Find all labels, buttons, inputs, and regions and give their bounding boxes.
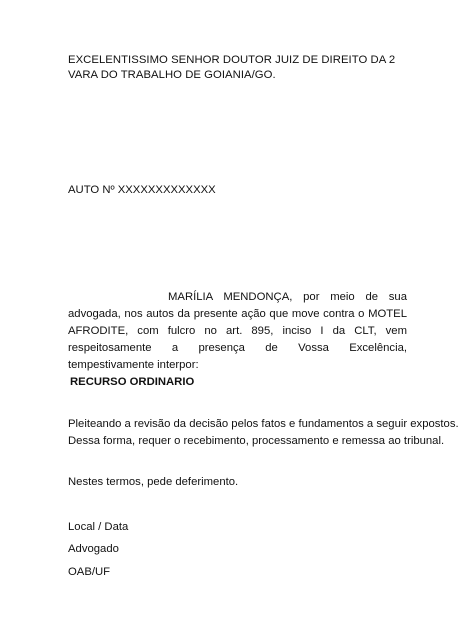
request-line-1: Pleiteando a revisão da decisão pelos fatos e fundamentos a seguir expostos. bbox=[68, 418, 459, 430]
closing-statement: Nestes termos, pede deferimento. bbox=[68, 476, 239, 488]
request-paragraph bbox=[68, 416, 459, 450]
place-date: Local / Data bbox=[68, 521, 129, 533]
case-number: AUTO Nº XXXXXXXXXXXXX bbox=[68, 184, 216, 196]
appeal-title: RECURSO ORDINARIO bbox=[70, 376, 195, 388]
lawyer-signature: Advogado bbox=[68, 543, 119, 555]
intro-paragraph bbox=[68, 289, 407, 374]
request-line-2: Dessa forma, requer o recebimento, processamento e remessa ao tribunal. bbox=[68, 435, 445, 447]
oab-registration: OAB/UF bbox=[68, 566, 111, 578]
court-heading: EXCELENTISSIMO SENHOR DOUTOR JUIZ DE DIREITO DA 2 VARA DO TRABALHO DE GOIANIA/GO. bbox=[68, 54, 396, 81]
intro-text: MARÍLIA MENDONÇA, por meio de sua advogada, nos autos da presente ação que move contra o MOTEL AFRODITE, com fulcro no art. 895, inciso I da CLT, vem respeitosamente a presença de Vossa Excelência, tempestivamente interpor: bbox=[68, 291, 407, 371]
